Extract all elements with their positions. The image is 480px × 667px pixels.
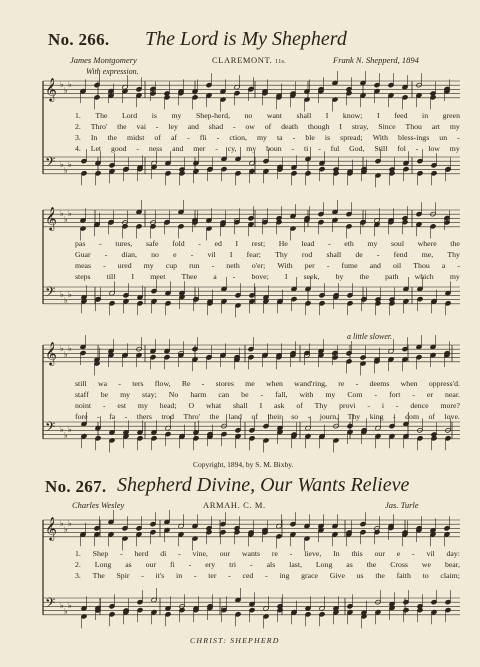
lyric-line: 2. Long as our fi - ery tri - als last, Long as the Cross we bear, [75, 560, 460, 569]
flat-icon: ♭ [64, 525, 68, 534]
author: James Montgomery [70, 55, 137, 65]
flat-icon: ♭ [68, 344, 72, 353]
treble-clef-icon: 𝄞 [45, 341, 57, 365]
flat-icon: ♭ [68, 160, 72, 169]
bass-clef-icon: 𝄢 [45, 284, 56, 303]
flat-icon: ♭ [64, 296, 68, 305]
lyric-line: 4. Let good - ness and mer - cy, my boun - ti - ful God, Still fol - low my [75, 144, 460, 153]
treble-clef-icon: 𝄞 [45, 206, 57, 230]
expression-mark: With expression. [86, 67, 139, 76]
flat-icon: ♭ [68, 601, 72, 610]
lyric-line: meas - ured my cup run - neth o'er; With per - fume and oil Thou a - [75, 261, 460, 270]
flat-icon: ♭ [68, 80, 72, 89]
lyric-line: 1. Shep - herd di - vine, our wants re - lieve, In this our e - vil day: [75, 549, 460, 558]
flat-icon: ♭ [60, 519, 64, 528]
lyric-line: fore - fa - thers trod Thro' the land of their so - journ, Thy king - dom of love. [75, 412, 460, 421]
flat-icon: ♭ [60, 425, 64, 434]
flat-icon: ♭ [60, 209, 64, 218]
flat-icon: ♭ [64, 166, 68, 175]
flat-icon: ♭ [68, 519, 72, 528]
lyric-line: staff be my stay; No harm can be - fall, with my Com - fort - er near. [75, 390, 460, 399]
composer: Frank N. Shepperd, 1894 [333, 55, 419, 65]
treble-clef-icon: 𝄞 [45, 516, 57, 540]
tune-name [212, 55, 286, 65]
tune-label: ARMAH. [203, 500, 241, 510]
flat-icon: ♭ [60, 601, 64, 610]
meter-label: C. M. [243, 500, 266, 510]
composer: Jas. Turle [385, 500, 419, 510]
bass-clef-icon: 𝄢 [45, 595, 56, 614]
bass-clef-icon: 𝄢 [45, 419, 56, 438]
flat-icon: ♭ [68, 290, 72, 299]
flat-icon: ♭ [60, 290, 64, 299]
flat-icon: ♭ [64, 215, 68, 224]
meter-label: 11s. [275, 59, 286, 65]
copyright: Copyright, 1894, by S. M. Bixby. [193, 460, 294, 469]
hymn-title: The Lord is My Shepherd [145, 28, 347, 50]
lyric-line: 2. Thro' the vai - ley and shad - ow of death though I stray, Since Thou art my [75, 122, 460, 131]
flat-icon: ♭ [64, 350, 68, 359]
treble-clef-icon: 𝄞 [45, 77, 57, 101]
bass-clef-icon: 𝄢 [45, 154, 56, 173]
lyric-line: noint - est my head; O what shall I ask of Thy provi - i - dence more? [75, 401, 460, 410]
lyric-line: still wa - ters flow, Re - stores me when wand'ring, re - deems when oppress'd. [75, 379, 460, 388]
flat-icon: ♭ [68, 209, 72, 218]
lyric-line: pas - tures, safe fold - ed I rest; He lead - eth my soul where the [75, 239, 460, 248]
tempo-mark: a little slower. [347, 332, 393, 341]
hymn-number: No. 267. [45, 477, 107, 496]
flat-icon: ♭ [60, 80, 64, 89]
flat-icon: ♭ [60, 344, 64, 353]
author: Charles Wesley [72, 500, 125, 510]
lyric-line: 3. The Spir - it's in - ter - ced - ing grace Give us the faith to claim; [75, 571, 460, 580]
flat-icon: ♭ [64, 431, 68, 440]
tune-label: CLAREMONT. [212, 55, 273, 65]
lyric-line: 1. The Lord is my Shep-herd, no want shall I know; I feed in green [75, 111, 460, 120]
flat-icon: ♭ [64, 607, 68, 616]
hymn-number: No. 266. [48, 30, 110, 49]
lyric-line: Guar - dian, no e - vil I fear; Thy rod shall de - fend me, Thy [75, 250, 460, 259]
lyric-line: steps till I meet Thee a - bove; I seek, by the path which my [75, 272, 460, 281]
page-footer: CHRIST: SHEPHERD [190, 636, 280, 645]
flat-icon: ♭ [60, 160, 64, 169]
lyric-line: 3. In the midst of af - fli - ction, my ta - ble is spread; With bless-ings un - [75, 133, 460, 142]
tune-name [203, 500, 266, 510]
hymn-title: Shepherd Divine, Our Wants Relieve [117, 474, 410, 496]
flat-icon: ♭ [68, 425, 72, 434]
flat-icon: ♭ [64, 86, 68, 95]
